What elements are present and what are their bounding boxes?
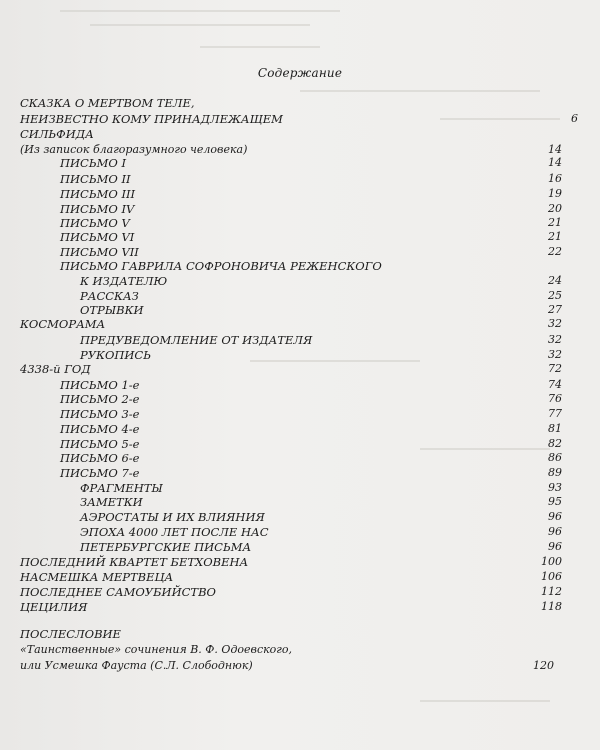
toc-entry[interactable]: ПИСЬМО 6-е (60, 451, 140, 465)
toc-page-number: 95 (548, 495, 562, 508)
toc-page-number: 82 (548, 437, 562, 450)
toc-entry[interactable]: ЗАМЕТКИ (80, 495, 143, 509)
toc-page-number: 32 (548, 333, 562, 346)
page-title: Содержание (257, 66, 343, 80)
toc-entry[interactable]: ПРЕДУВЕДОМЛЕНИЕ ОТ ИЗДАТЕЛЯ (80, 333, 313, 347)
toc-entry[interactable]: ОТРЫВКИ (80, 303, 144, 317)
toc-entry[interactable]: ПИСЬМО 4-е (60, 422, 140, 436)
toc-page-number: 25 (548, 289, 562, 302)
toc-entry[interactable]: ПИСЬМО 7-е (60, 466, 140, 480)
toc-entry[interactable]: ПОСЛЕСЛОВИЕ (20, 627, 121, 641)
toc-page-number: 106 (541, 570, 562, 583)
toc-page-number: 96 (548, 540, 562, 553)
toc-page-number: 19 (548, 187, 562, 200)
toc-page-number: 76 (548, 392, 562, 405)
toc-page-number: 21 (548, 230, 562, 243)
toc-page-number: 27 (548, 303, 562, 316)
toc-page-number: 32 (548, 348, 562, 361)
toc-entry[interactable]: ПИСЬМО II (60, 172, 131, 186)
toc-entry[interactable]: ЭПОХА 4000 ЛЕТ ПОСЛЕ НАС (80, 525, 269, 539)
toc-page-number: 89 (548, 466, 562, 479)
toc-entry[interactable]: НЕИЗВЕСТНО КОМУ ПРИНАДЛЕЖАЩЕМ (20, 112, 283, 126)
toc-entry[interactable]: ПИСЬМО 1-е (60, 378, 140, 392)
toc-entry[interactable]: ПИСЬМО III (60, 187, 136, 201)
toc-page-number: 14 (548, 156, 562, 169)
toc-entry[interactable]: НАСМЕШКА МЕРТВЕЦА (20, 570, 174, 584)
toc-entry[interactable]: СИЛЬФИДА (20, 127, 94, 141)
toc-entry[interactable]: РАССКАЗ (80, 289, 139, 303)
toc-page-number: 16 (548, 172, 562, 185)
toc-page-number: 96 (548, 525, 562, 538)
toc-entry[interactable]: ПИСЬМО 5-е (60, 437, 140, 451)
toc-entry[interactable]: ПИСЬМО I (60, 156, 127, 170)
toc-entry[interactable]: 4338-й ГОД (20, 362, 91, 376)
toc-page-number: 112 (541, 585, 562, 598)
toc-page-number: 22 (548, 245, 562, 258)
toc-entry[interactable]: (Из записок благоразумного человека) (20, 143, 248, 156)
toc-page-number: 86 (548, 451, 562, 464)
toc-entry[interactable]: СКАЗКА О МЕРТВОМ ТЕЛЕ, (20, 96, 195, 110)
toc-entry[interactable]: К ИЗДАТЕЛЮ (80, 274, 168, 288)
toc-entry[interactable]: ПИСЬМО VI (60, 230, 135, 244)
toc-page-number: 81 (548, 422, 562, 435)
toc-entry[interactable]: ПИСЬМО VII (60, 245, 139, 259)
toc-entry[interactable]: КОСМОРАМА (20, 317, 106, 331)
toc-page-number: 21 (548, 216, 562, 229)
toc-entry[interactable]: АЭРОСТАТЫ И ИХ ВЛИЯНИЯ (80, 510, 265, 524)
toc-entry[interactable]: ПИСЬМО V (60, 216, 130, 230)
toc-entry[interactable]: ПИСЬМО 2-е (60, 392, 140, 406)
toc-entry[interactable]: ФРАГМЕНТЫ (80, 481, 163, 495)
toc-entry[interactable]: ПОСЛЕДНЕЕ САМОУБИЙСТВО (20, 585, 216, 599)
toc-entry[interactable]: ПЕТЕРБУРГСКИЕ ПИСЬМА (80, 540, 252, 554)
toc-page-number: 74 (548, 378, 562, 391)
toc-page-number: 93 (548, 481, 562, 494)
toc-page-number: 32 (548, 317, 562, 330)
toc-page-number: 6 (571, 112, 578, 125)
toc-entry[interactable]: ПОСЛЕДНИЙ КВАРТЕТ БЕТХОВЕНА (20, 555, 249, 569)
toc-page-number: 77 (548, 407, 562, 420)
toc-page-number: 24 (548, 274, 562, 287)
toc-entry[interactable]: ПИСЬМО 3-е (60, 407, 140, 421)
toc-entry[interactable]: «Таинственные» сочинения В. Ф. Одоевского, (20, 643, 292, 656)
toc-entry[interactable]: ЦЕЦИЛИЯ (20, 600, 88, 614)
toc-page-number: 96 (548, 510, 562, 523)
toc-page-number: 118 (541, 600, 562, 613)
toc-entry[interactable]: или Усмешка Фауста (С.Л. Слободнюк) (20, 659, 253, 672)
toc-page-number: 120 (533, 659, 554, 672)
toc-page-number: 72 (548, 362, 562, 375)
toc-entry[interactable]: ПИСЬМО ГАВРИЛА СОФРОНОВИЧА РЕЖЕНСКОГО (60, 259, 382, 273)
toc-page-number: 100 (541, 555, 562, 568)
toc-entry[interactable]: ПИСЬМО IV (60, 202, 135, 216)
toc-page-number: 20 (548, 202, 562, 215)
toc-page-number: 14 (548, 143, 562, 156)
toc-entry[interactable]: РУКОПИСЬ (80, 348, 151, 362)
